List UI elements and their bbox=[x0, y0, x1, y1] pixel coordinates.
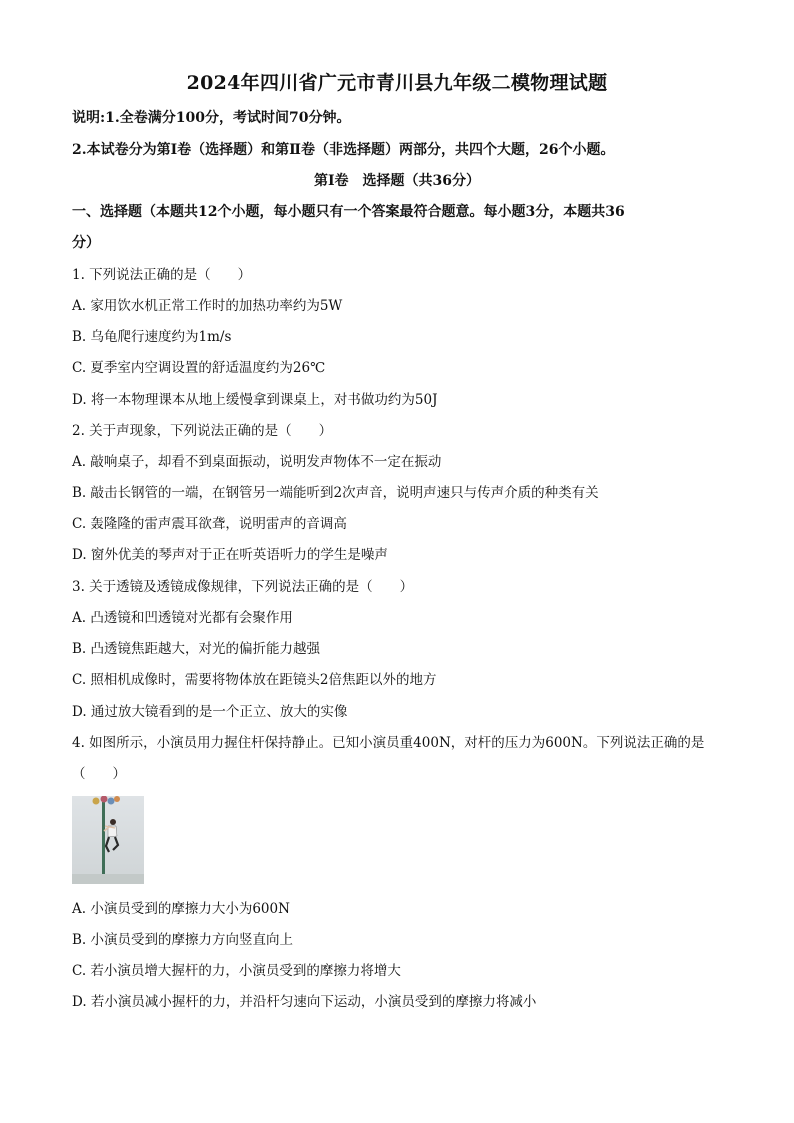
question-3-option-c: C. 照相机成像时，需要将物体放在距镜头2倍焦距以外的地方 bbox=[72, 672, 437, 688]
question-3-option-b: B. 凸透镜焦距越大，对光的偏折能力越强 bbox=[72, 641, 321, 657]
question-4-option-b: B. 小演员受到的摩擦力方向竖直向上 bbox=[72, 932, 294, 948]
question-2-option-a: A. 敲响桌子，却看不到桌面振动，说明发声物体不一定在振动 bbox=[72, 454, 442, 470]
exam-note-1: 说明:1.全卷满分100分，考试时间70分钟。 bbox=[72, 110, 351, 126]
question-1-option-b: B. 乌龟爬行速度约为1m/s bbox=[72, 329, 232, 345]
question-3-option-d: D. 通过放大镜看到的是一个正立、放大的实像 bbox=[72, 704, 348, 720]
exam-title: 2024年四川省广元市青川县九年级二模物理试题 bbox=[186, 72, 608, 94]
question-2-option-b: B. 敲击长钢管的一端，在钢管另一端能听到2次声音，说明声速只与传声介质的种类有关 bbox=[72, 485, 599, 501]
question-1-option-c: C. 夏季室内空调设置的舒适温度约为26℃ bbox=[72, 360, 326, 376]
pole-climber-photo bbox=[72, 796, 144, 884]
question-2-option-d: D. 窗外优美的琴声对于正在听英语听力的学生是噪声 bbox=[72, 547, 388, 563]
question-1-option-a: A. 家用饮水机正常工作时的加热功率约为5W bbox=[72, 298, 343, 314]
question-4-stem-line-2: （ ） bbox=[72, 766, 126, 782]
question-2-option-c: C. 轰隆隆的雷声震耳欲聋，说明雷声的音调高 bbox=[72, 516, 347, 532]
exam-note-2: 2.本试卷分为第Ⅰ卷（选择题）和第Ⅱ卷（非选择题）两部分，共四个大题，26个小题。 bbox=[72, 142, 615, 158]
part-heading-line-1: 一、选择题（本题共12个小题，每小题只有一个答案最符合题意。每小题3分，本题共36 bbox=[72, 204, 625, 220]
question-4-stem-line-1: 4. 如图所示，小演员用力握住杆保持静止。已知小演员重400N，对杆的压力为600N。下列说法正确的是 bbox=[72, 735, 705, 751]
question-1-stem: 1. 下列说法正确的是（ ） bbox=[72, 267, 252, 283]
question-3-stem: 3. 关于透镜及透镜成像规律，下列说法正确的是（ ） bbox=[72, 579, 414, 595]
question-2-stem: 2. 关于声现象，下列说法正确的是（ ） bbox=[72, 423, 333, 439]
section-title: 第Ⅰ卷 选择题（共36分） bbox=[313, 173, 481, 189]
part-heading-line-2: 分） bbox=[72, 235, 100, 251]
question-3-option-a: A. 凸透镜和凹透镜对光都有会聚作用 bbox=[72, 610, 293, 626]
question-1-option-d: D. 将一本物理课本从地上缓慢拿到课桌上，对书做功约为50J bbox=[72, 392, 438, 408]
question-4-option-d: D. 若小演员减小握杆的力，并沿杆匀速向下运动，小演员受到的摩擦力将减小 bbox=[72, 994, 537, 1010]
question-4-option-c: C. 若小演员增大握杆的力，小演员受到的摩擦力将增大 bbox=[72, 963, 401, 979]
question-4-option-a: A. 小演员受到的摩擦力大小为600N bbox=[72, 901, 290, 917]
